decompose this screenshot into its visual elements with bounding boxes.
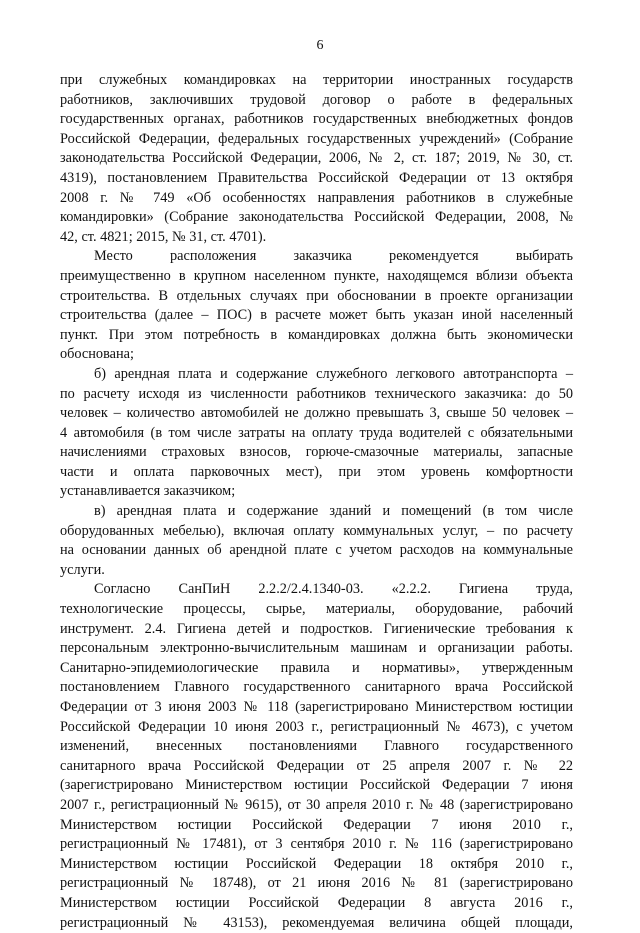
- text-line: Российской Федерации, федеральных государственных учреждений» (Собрание: [60, 130, 573, 147]
- paragraph: [60, 502, 573, 580]
- paragraph: [60, 247, 573, 365]
- text-line: оборудованных мебелью), включая оплату коммунальных услуг, – по расчету: [60, 522, 573, 539]
- text-line: технологические процессы, сырье, материалы, оборудование, рабочий: [60, 601, 573, 618]
- text-line: Министерством юстиции Российской Федерации 18 октября 2010 г.,: [60, 855, 573, 872]
- text-line: Место расположения заказчика рекомендуется выбирать: [94, 248, 573, 265]
- text-line: регистрационный № 17481), от 3 сентября 2010 г. № 116 (зарегистрировано: [60, 836, 573, 853]
- text-line: регистрационный № 43153), рекомендуемая величина общей площади,: [60, 914, 573, 931]
- text-line: законодательства Российской Федерации, 2006, № 2, ст. 187; 2019, № 30, ст.: [60, 150, 573, 167]
- text-line: регистрационный № 18748), от 21 июня 2016 № 81 (зарегистрировано: [60, 875, 573, 892]
- text-line: устанавливается заказчиком;: [60, 483, 236, 500]
- text-line: 4 автомобиля (в том числе затраты на оплату труда водителей с обязательными: [60, 424, 573, 441]
- text-line: пункт. При этом потребность в командировках должна быть экономически: [60, 326, 573, 343]
- text-line: Министерством юстиции Российской Федерации 7 июня 2010 г.,: [60, 816, 573, 833]
- text-line: санитарного врача Российской Федерации от 25 апреля 2007 г. № 22: [60, 757, 573, 774]
- text-line: работников, заключивших трудовой договор о работе в федеральных: [60, 91, 573, 108]
- text-line: в) арендная плата и содержание зданий и помещений (в том числе: [94, 503, 573, 520]
- text-line: человек – количество автомобилей не должно превышать 3, свыше 50 человек –: [60, 405, 573, 422]
- text-line: Федерации от 3 июня 2003 № 118 (зарегистрировано Министерством юстиции: [60, 699, 573, 715]
- paragraph: [60, 580, 573, 933]
- text-line: по расчету исходя из численности работников технического заказчика: до 50: [60, 385, 573, 402]
- text-line: Российской Федерации 10 июня 2003 г., регистрационный № 4673), с учетом: [60, 718, 573, 735]
- text-line: на основании данных об арендной плате с учетом расходов на коммунальные: [60, 542, 573, 559]
- text-line: изменений, внесенных постановлениями Главного государственного: [60, 738, 573, 755]
- text-line: Министерством юстиции Российской Федерации 8 августа 2016 г.,: [60, 894, 573, 911]
- text-line: части и оплата парковочных мест), при этом уровень комфортности: [60, 463, 573, 480]
- text-line: 4319), постановлением Правительства Российской Федерации от 13 октября: [60, 169, 573, 186]
- text-line: 2007 г., регистрационный № 9615), от 30 апреля 2010 г. № 48 (зарегистрировано: [60, 796, 573, 813]
- body-text: [60, 71, 573, 933]
- text-line: постановлением Главного государственного санитарного врача Российской: [60, 679, 573, 696]
- text-line: инструмент. 2.4. Гигиена детей и подростков. Гигиенические требования к: [60, 620, 573, 637]
- text-line: преимущественно в крупном населенном пункте, находящемся вблизи объекта: [60, 267, 573, 284]
- text-line: б) арендная плата и содержание служебного легкового автотранспорта –: [94, 365, 573, 382]
- text-line: персональным электронно-вычислительным машинам и организации работы.: [60, 640, 573, 657]
- paragraph: [60, 365, 573, 502]
- text-line: Согласно СанПиН 2.2.2/2.4.1340-03. «2.2.2. Гигиена труда,: [94, 581, 573, 598]
- text-line: начислениями страховых взносов, горюче-смазочные материалы, запасные: [60, 444, 573, 461]
- text-line: обоснована;: [60, 346, 134, 363]
- text-line: услуги.: [60, 561, 105, 578]
- text-line: 42, ст. 4821; 2015, № 31, ст. 4701).: [60, 228, 267, 245]
- paragraph: [60, 71, 573, 247]
- text-line: строительства (далее – ПОС) в расчете может быть указан иной населенный: [60, 307, 573, 324]
- text-line: 2008 г. № 749 «Об особенностях направления работников в служебные: [60, 189, 573, 206]
- text-line: командировки» (Собрание законодательства Российской Федерации, 2008, №: [60, 209, 573, 226]
- text-line: Санитарно-эпидемиологические правила и нормативы», утвержденным: [60, 659, 573, 676]
- text-line: строительства. В отдельных случаях при обосновании в проекте организации: [60, 287, 573, 304]
- text-line: государственных органах, работников государственных внебюджетных фондов: [60, 111, 573, 128]
- text-line: при служебных командировках на территории иностранных государств: [60, 72, 573, 88]
- text-line: (зарегистрировано Министерством юстиции Российской Федерации 7 июня: [60, 777, 573, 794]
- page-number: 6: [316, 38, 324, 53]
